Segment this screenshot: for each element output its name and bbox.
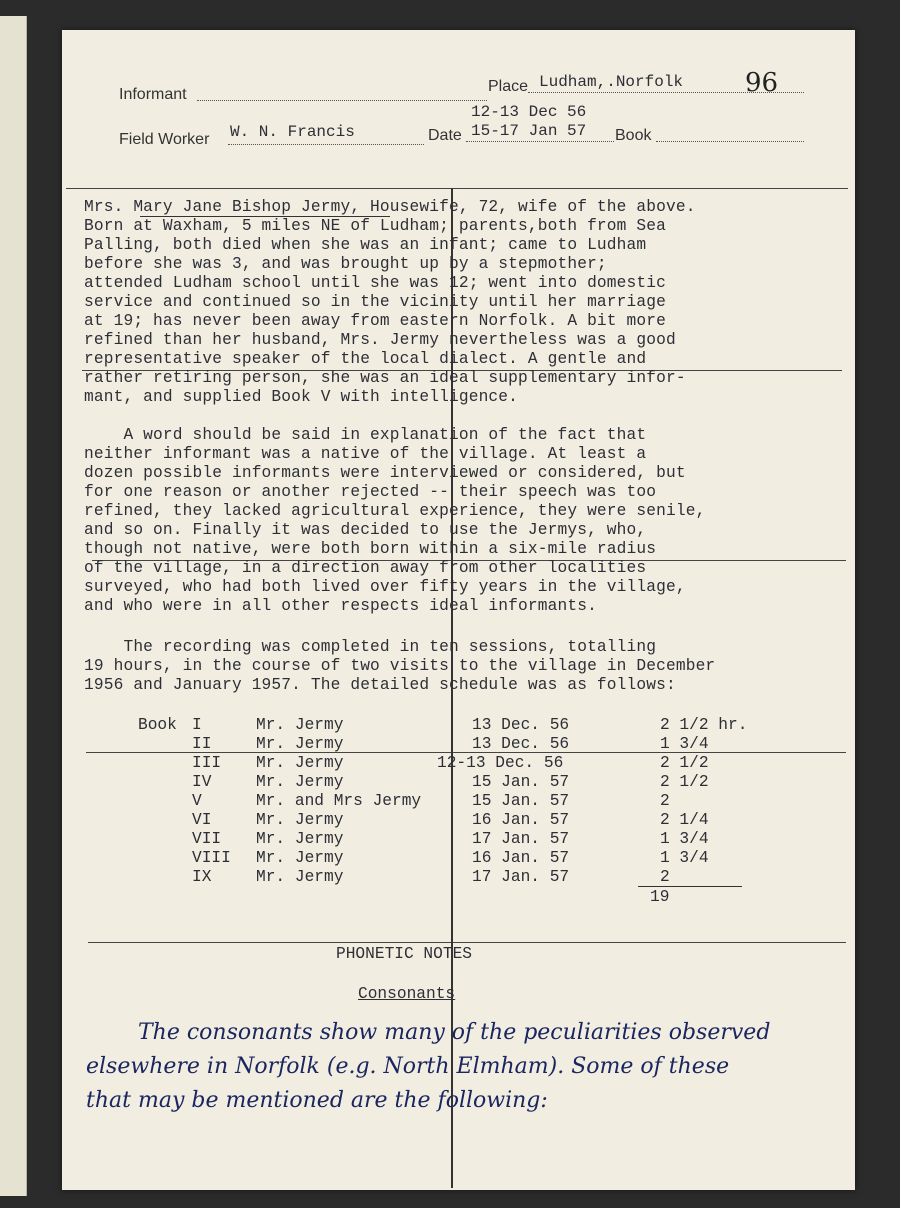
row-informant: Mr. Jermy <box>256 735 344 753</box>
schedule-total: 19 <box>650 888 670 906</box>
row-date: 16 Jan. 57 <box>472 849 570 867</box>
date-line <box>466 141 614 142</box>
row-informant: Mr. Jermy <box>256 754 344 772</box>
name-underline <box>140 216 390 217</box>
row-informant: Mr. Jermy <box>256 830 344 848</box>
row-hours: 1 3/4 <box>660 735 709 753</box>
p2-line-5: refined, they lacked agricultural experience, they were senile, <box>84 502 706 520</box>
notes-heading: PHONETIC NOTES <box>336 945 472 963</box>
p1-line-6: service and continued so in the vicinity until her marriage <box>84 293 666 311</box>
row-hours: 1 3/4 <box>660 830 709 848</box>
date-label: Date <box>428 127 462 144</box>
p2-line-4: for one reason or another rejected -- their speech was too <box>84 483 657 501</box>
date-line-2: 15-17 Jan 57 <box>471 122 587 140</box>
p2-line-10: and who were in all other respects ideal informants. <box>84 597 597 615</box>
date-line-1: 12-13 Dec 56 <box>471 103 587 121</box>
informant-label: Informant <box>119 86 187 103</box>
row-book: III <box>192 754 222 772</box>
page-number: 96 <box>745 68 779 98</box>
row-date: 17 Jan. 57 <box>472 830 570 848</box>
p3-line-3: 1956 and January 1957. The detailed schedule was as follows: <box>84 676 676 694</box>
row-hours: 1 3/4 <box>660 849 709 867</box>
row-date: 16 Jan. 57 <box>472 811 570 829</box>
row-informant: Mr. and Mrs Jermy <box>256 792 422 810</box>
row-book: VI <box>192 811 212 829</box>
p1-line-2: Born at Waxham, 5 miles NE of Ludham; parents,both from Sea <box>84 217 666 235</box>
row-hours: 2 <box>660 792 670 810</box>
rule-5 <box>88 942 846 943</box>
place-value: Ludham,.Norfolk <box>539 73 684 91</box>
p2-line-9: surveyed, who had both lived over fifty years in the village, <box>84 578 686 596</box>
row-informant: Mr. Jermy <box>256 773 344 791</box>
p2-line-8: of the village, in a direction away from other localities <box>84 559 647 577</box>
row-book: I <box>192 716 202 734</box>
p1-line-1: Mrs. Mary Jane Bishop Jermy, Housewife, 72, wife of the above. <box>84 198 696 216</box>
row-hours: 2 1/2 hr. <box>660 716 748 734</box>
place-label: Place <box>488 78 529 95</box>
row-date: 13 Dec. 56 <box>472 716 570 734</box>
adjacent-page-edge <box>0 16 27 1196</box>
notebook-page <box>62 30 855 1190</box>
p3-line-2: 19 hours, in the course of two visits to the village in December <box>84 657 716 675</box>
p2-line-3: dozen possible informants were interviewed or considered, but <box>84 464 686 482</box>
p1-line-5: attended Ludham school until she was 12; went into domestic <box>84 274 666 292</box>
row-date: 17 Jan. 57 <box>472 868 570 886</box>
row-book: VIII <box>192 849 231 867</box>
p2-line-1: A word should be said in explanation of the fact that <box>84 426 647 444</box>
row-book: IX <box>192 868 212 886</box>
rule-top <box>66 188 848 189</box>
row-book: II <box>192 735 212 753</box>
p1-line-4: before she was 3, and was brought up by a stepmother; <box>84 255 607 273</box>
field-worker-line <box>228 144 424 145</box>
field-worker-value: W. N. Francis <box>230 123 355 141</box>
p2-line-7: though not native, were both born within a six-mile radius <box>84 540 657 558</box>
row-hours: 2 1/2 <box>660 773 709 791</box>
p3-line-1: The recording was completed in ten sessions, totalling <box>84 638 657 656</box>
row-date: 15 Jan. 57 <box>472 792 570 810</box>
book-label: Book <box>615 127 652 144</box>
p1-line-11: mant, and supplied Book V with intelligence. <box>84 388 519 406</box>
book-line <box>656 141 804 142</box>
schedule-book-label: Book <box>138 716 177 734</box>
handwritten-line-2: elsewhere in Norfolk (e.g. North Elmham). Some of these <box>86 1054 730 1079</box>
p1-line-3: Palling, both died when she was an infant; came to Ludham <box>84 236 647 254</box>
row-informant: Mr. Jermy <box>256 849 344 867</box>
handwritten-line-3: that may be mentioned are the following: <box>86 1088 548 1113</box>
row-informant: Mr. Jermy <box>256 716 344 734</box>
row-hours: 2 1/4 <box>660 811 709 829</box>
row-date: 15 Jan. 57 <box>472 773 570 791</box>
p1-line-10: rather retiring person, she was an ideal supplementary infor- <box>84 369 686 387</box>
row-hours: 2 1/2 <box>660 754 709 772</box>
row-book: IV <box>192 773 212 791</box>
total-rule <box>638 886 742 887</box>
row-hours: 2 <box>660 868 670 886</box>
row-date: 12-13 Dec. 56 <box>437 754 564 772</box>
p2-line-6: and so on. Finally it was decided to use the Jermys, who, <box>84 521 647 539</box>
row-informant: Mr. Jermy <box>256 868 344 886</box>
informant-line <box>197 100 487 101</box>
handwritten-line-1: The consonants show many of the peculiarities observed <box>138 1020 771 1045</box>
row-informant: Mr. Jermy <box>256 811 344 829</box>
p2-line-2: neither informant was a native of the village. At least a <box>84 445 647 463</box>
row-date: 13 Dec. 56 <box>472 735 570 753</box>
row-book: V <box>192 792 202 810</box>
p1-line-9: representative speaker of the local dialect. A gentle and <box>84 350 647 368</box>
p1-line-7: at 19; has never been away from eastern Norfolk. A bit more <box>84 312 666 330</box>
p1-line-8: refined than her husband, Mrs. Jermy nevertheless was a good <box>84 331 676 349</box>
field-worker-label: Field Worker <box>119 131 210 148</box>
row-book: VII <box>192 830 222 848</box>
notes-subheading: Consonants <box>358 985 456 1003</box>
